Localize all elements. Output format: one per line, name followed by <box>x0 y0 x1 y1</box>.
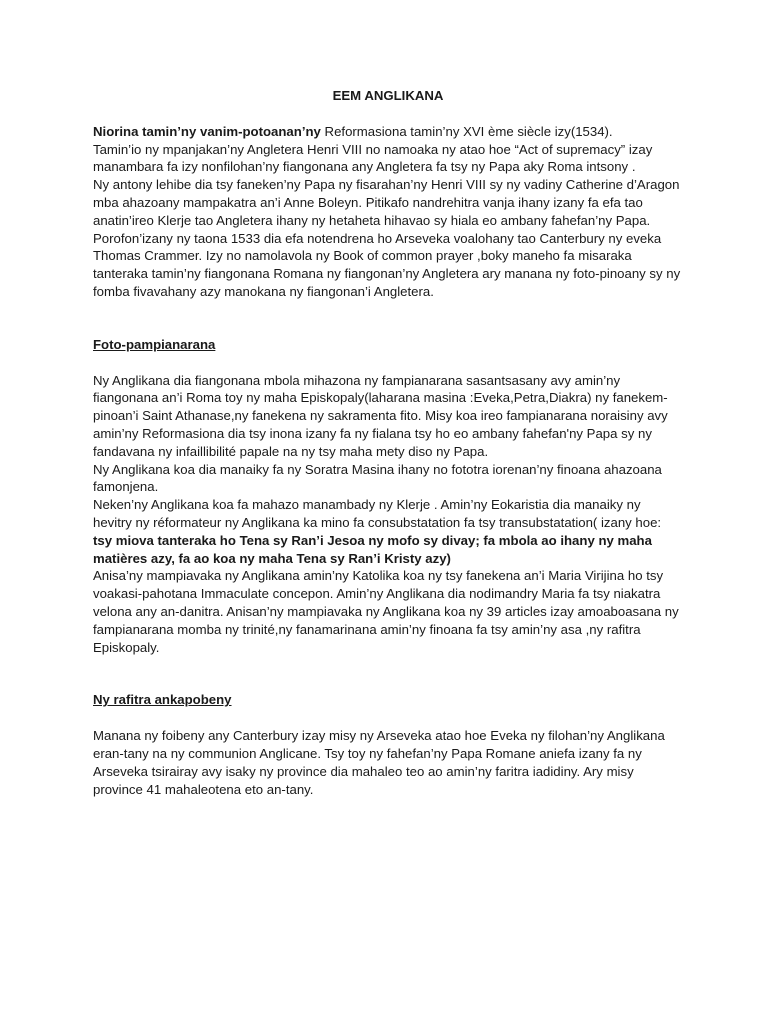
section1-paragraph-3 <box>93 496 683 567</box>
section1-paragraph-4: Anisa’ny mampiavaka ny Anglikana amin’ny Katolika koa ny tsy fanekena an’i Maria Virijina ho tsy voakasi-pahotana Immaculate concepon. Amin’ny Anglikana dia nodimandry Maria fa tsy niakatra velona any an-danitra. Anisan’ny mampiavaka ny Anglikana koa ny 39 articles izay amoaboasana ny fampianarana momba ny trinité,ny fanamarinana amin’ny finoana fa tsy amin’ny asa ,ny rafitra Episkopaly. <box>93 568 679 655</box>
intro-lead-bold: Niorina tamin’ny vanim-potoanan’ny <box>93 123 321 139</box>
heading-spacer <box>93 709 683 727</box>
intro-paragraph-1: Tamin’io ny mpanjakan’ny Angletera Henri VIII no namoaka ny atao hoe “Act of supremacy” izay manambara fa izy nonfilohan’ny fiangonana any Angletera fa tsy ny Papa aky Roma intsony . <box>93 141 653 175</box>
section-heading-foto-pampianarana: Foto-pampianarana <box>93 336 216 352</box>
section-spacer <box>93 656 683 691</box>
section1-paragraph-2: Ny Anglikana koa dia manaiky fa ny Soratra Masina ihany no fototra iorenan’ny finoana ahazoana famonjena. <box>93 461 662 495</box>
intro-lead-rest: Reformasiona tamin’ny XVI ème siècle izy(1534). <box>320 123 613 139</box>
document-title: EEM ANGLIKANA <box>332 88 444 103</box>
section2-paragraph-1: Manana ny foibeny any Canterbury izay misy ny Arseveka atao hoe Eveka ny filohan’ny Anglikana eran-tany na ny communion Anglicane. Tsy toy ny fahefan’ny Papa Romane aniefa izany fa ny Arseveka tsirairay avy isaky ny province dia mahaleo teo ao amin’ny faritra iadidiny. Ary misy province 41 mahaleotena eto an-tany. <box>93 728 665 797</box>
intro-paragraph-3: Porofon’izany ny taona 1533 dia efa notendrena ho Arseveka voalohany tao Canterbury ny eveka Thomas Crammer. Izy no namolavola ny Book of common prayer ,boky maneho fa misaraka tanteraka tamin’ny fiangonana Romana ny fiangonan’ny Angletera ary manana ny foto-pinoany sy ny fomba fivavahany azy manokana ny fiangonan’i Angletera. <box>93 230 681 299</box>
intro-lead-paragraph <box>93 123 683 141</box>
heading-spacer <box>93 354 683 372</box>
section-spacer <box>93 301 683 336</box>
section1-paragraph-3-start: Neken’ny Anglikana koa fa mahazo manambady ny Klerje . Amin’ny Eokaristia dia manaiky ny hevitry ny réformateur ny Anglikana ka mino fa consubstatation fa tsy transubstatation( izany hoe: <box>93 497 662 530</box>
section1-paragraph-3-bold: tsy miova tanteraka ho Tena sy Ran’i Jesoa ny mofo sy divay; fa mbola ao ihany ny maha matières azy, fa ao koa ny maha Tena sy Ran’i Kristy azy) <box>93 532 652 566</box>
document-page <box>93 87 683 798</box>
intro-paragraph-2: Ny antony lehibe dia tsy faneken’ny Papa ny fisarahan’ny Henri VIII sy ny vadiny Catherine d’Aragon mba ahazoany mampakatra an’i Anne Boleyn. Pitikafo nandrehitra vanja ihany izany fa efa tao anatin’ireo Klerje tao Angletera ihany ny hetaheta hihavao sy hiala eo ambany fahefan’ny Papa. <box>93 177 680 228</box>
section1-paragraph-1: Ny Anglikana dia fiangonana mbola mihazona ny fampianarana sasantsasany avy amin’ny fiangonana an’i Roma toy ny maha Episkopaly(laharana masina :Eveka,Petra,Diakra) ny fanekem-pinoan’i Saint Athanase,ny fanekena ny sakramenta fito. Misy koa ireo fampianarana noraisiny avy amin’ny Reformasiona dia tsy inona izany fa ny fialana tsy ho eo ambany fahefan'ny Papa sy ny fandavana ny infaillibilité papale na ny tsy maha mety diso ny Papa. <box>93 372 668 459</box>
section-heading-ny-rafitra-ankapobeny: Ny rafitra ankapobeny <box>93 692 232 708</box>
